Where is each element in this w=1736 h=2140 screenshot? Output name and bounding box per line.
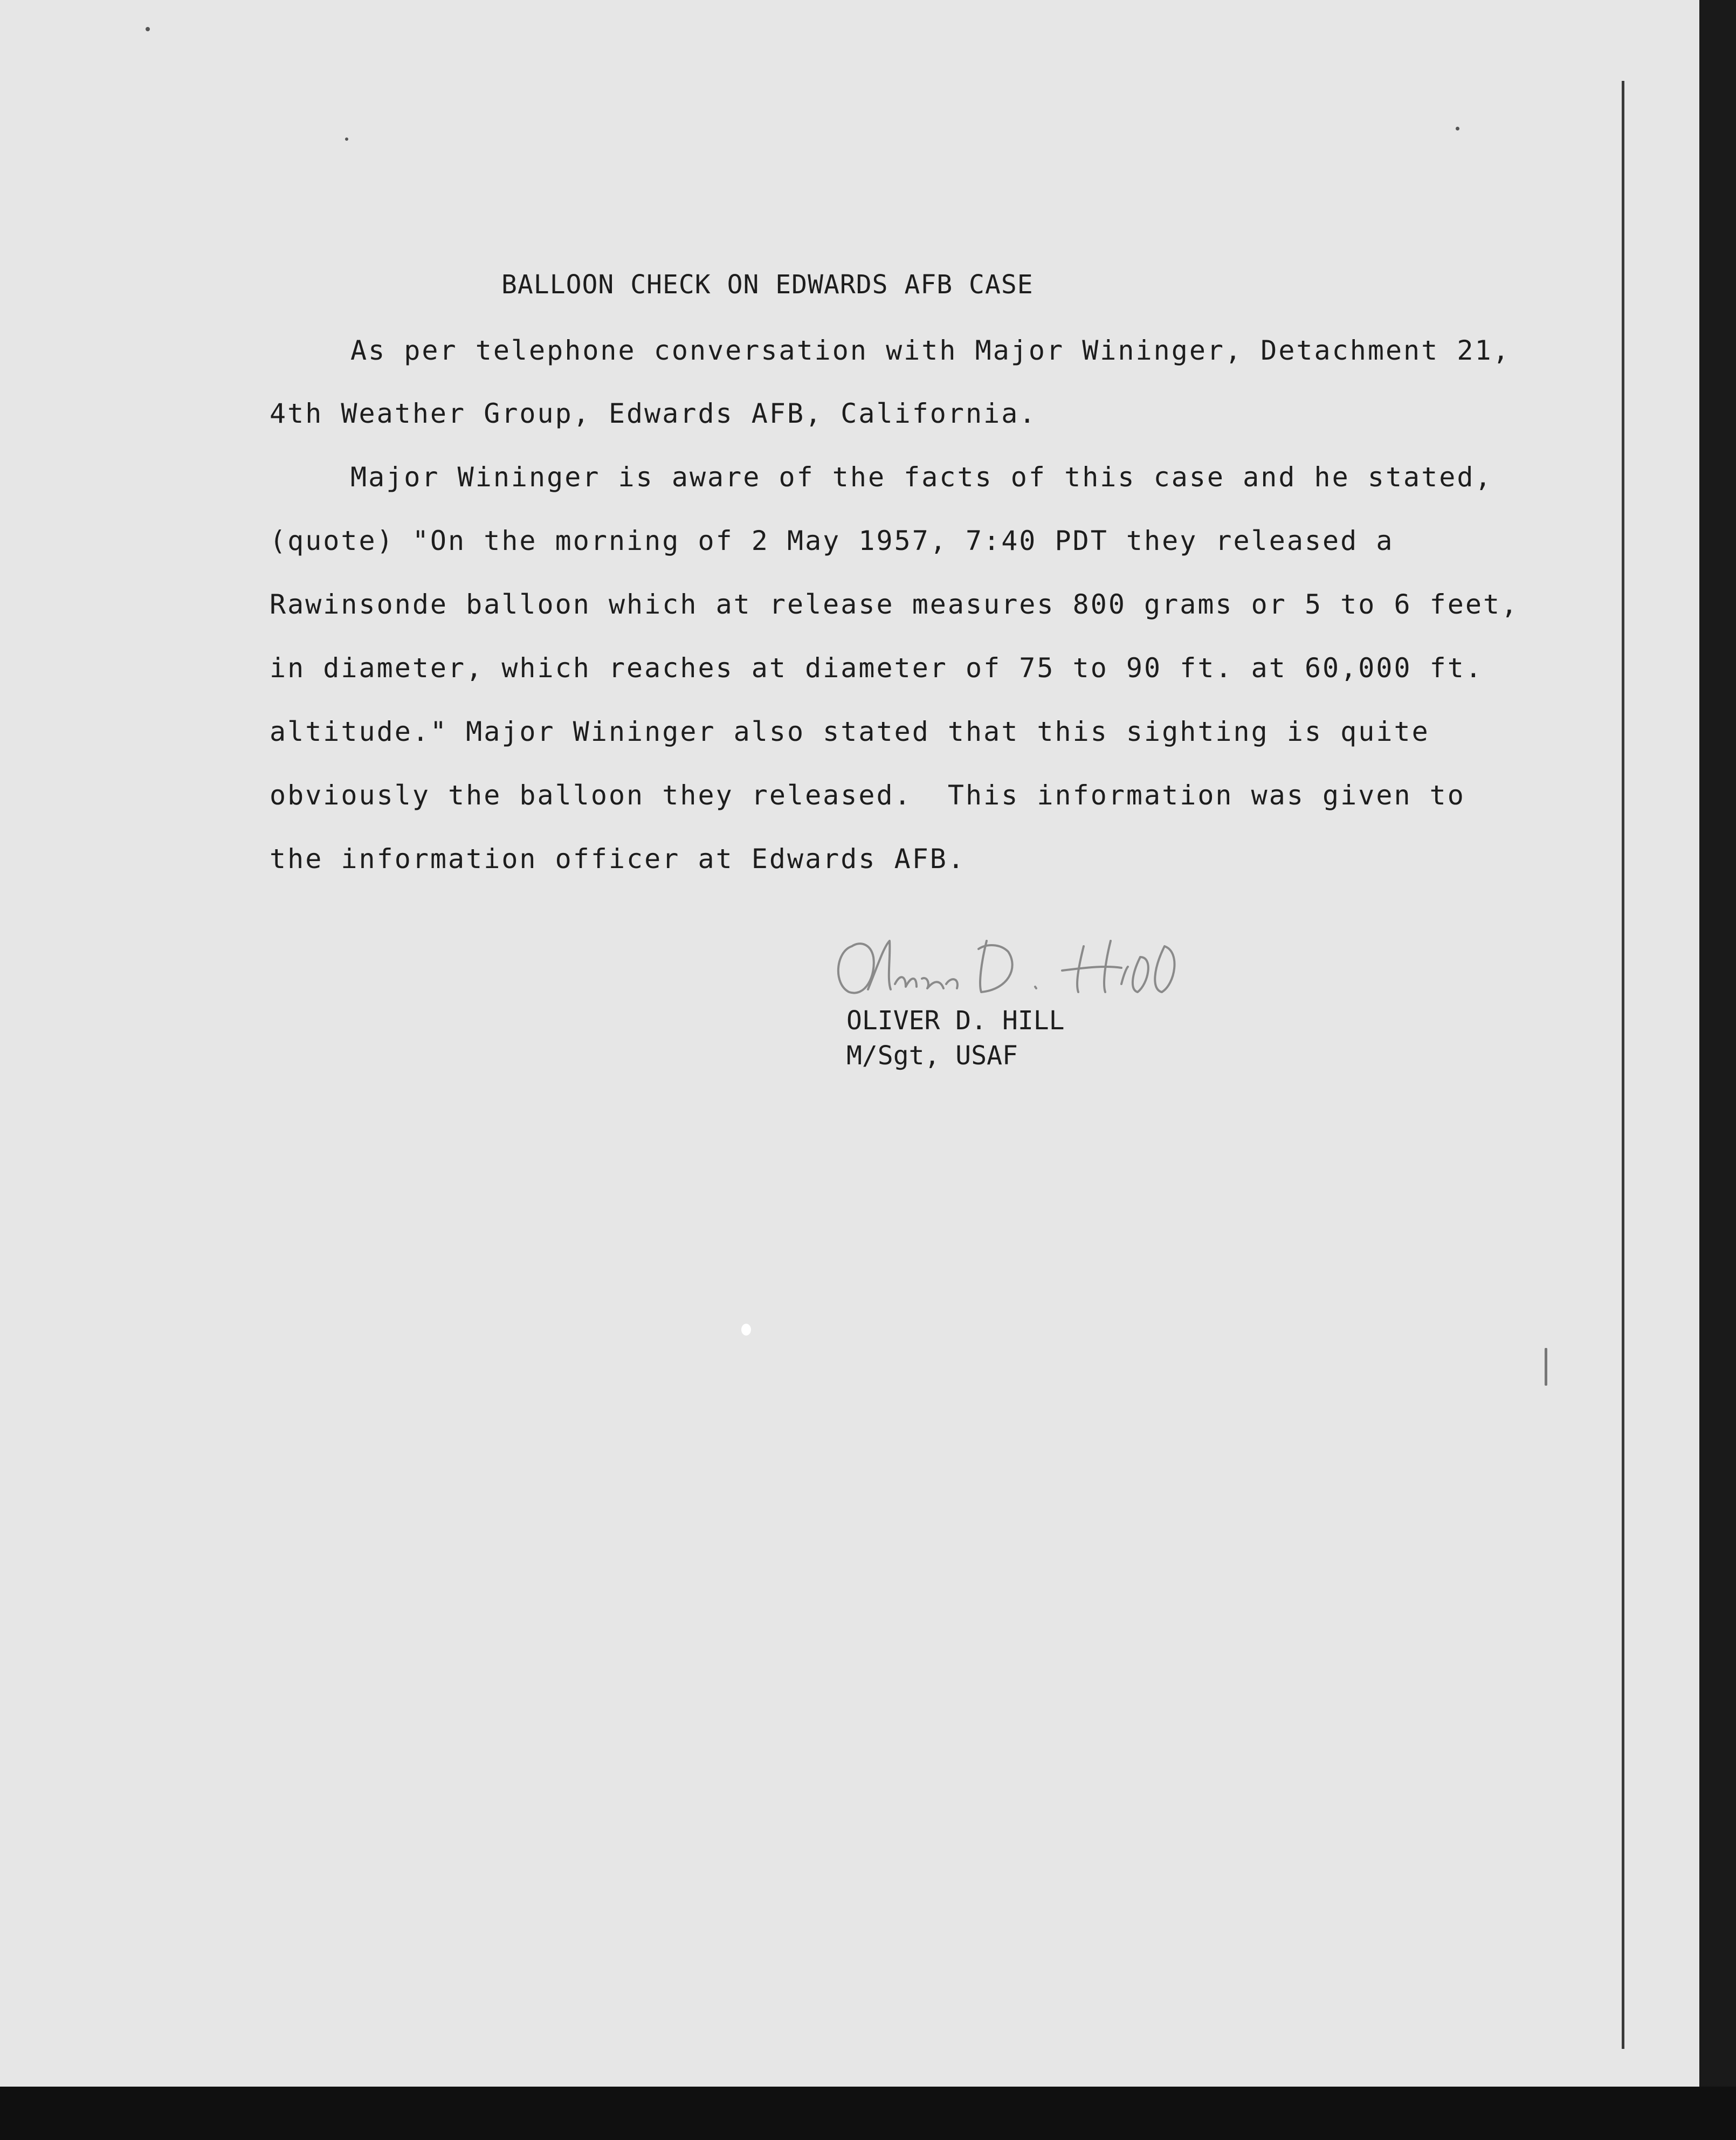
paragraph-2-line-1: Major Wininger is aware of the facts of this case and he stated,: [350, 462, 1493, 493]
paragraph-2-line-2: (quote) "On the morning of 2 May 1957, 7:40 PDT they released a: [270, 525, 1394, 556]
paragraph-2-line-3: Rawinsonde balloon which at release measures 800 grams or 5 to 6 feet,: [270, 589, 1519, 620]
film-border-right: [1699, 0, 1736, 2140]
paragraph-2-line-6: obviously the balloon they released. This information was given to: [270, 780, 1465, 811]
signer-rank: M/Sgt, USAF: [846, 1041, 1018, 1071]
paragraph-1-line-2: 4th Weather Group, Edwards AFB, California.: [270, 398, 1037, 429]
dust-speck: [345, 137, 348, 141]
paragraph-1-line-1: As per telephone conversation with Major Wininger, Detachment 21,: [350, 335, 1511, 366]
paragraph-2-line-4: in diameter, which reaches at diameter of 75 to 90 ft. at 60,000 ft.: [270, 652, 1483, 684]
signer-name: OLIVER D. HILL: [846, 1006, 1065, 1036]
dust-speck: [1545, 1348, 1547, 1386]
dust-speck: [1456, 127, 1459, 130]
document-title: BALLOON CHECK ON EDWARDS AFB CASE: [501, 270, 1034, 300]
dust-speck: [146, 27, 150, 31]
handwritten-signature: [830, 925, 1208, 1006]
sheet-edge-line: [1622, 81, 1624, 2049]
paragraph-2-line-5: altitude." Major Wininger also stated that this sighting is quite: [270, 716, 1430, 747]
paragraph-2-line-7: the information officer at Edwards AFB.: [270, 843, 966, 875]
dust-speck: [741, 1324, 751, 1336]
film-border-bottom: [0, 2087, 1736, 2140]
